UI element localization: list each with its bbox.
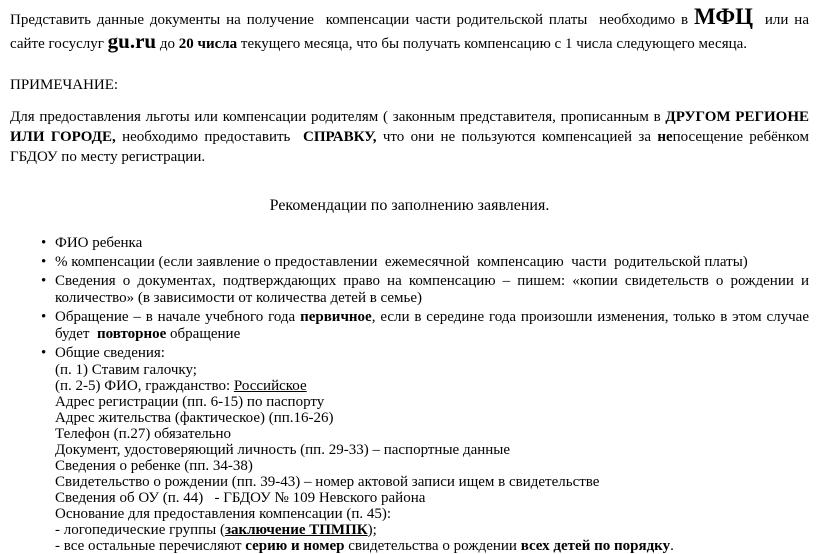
note-text-2: необходимо предоставить bbox=[115, 129, 304, 145]
bullet-text: ФИО ребенка bbox=[55, 235, 143, 251]
general-line-compensation-basis bbox=[55, 506, 809, 522]
general-info-label: Общие сведения: bbox=[55, 345, 165, 361]
note-heading bbox=[10, 77, 809, 94]
line-text: Сведения об ОУ (п. 44) - ГБДОУ № 109 Невского района bbox=[55, 490, 426, 506]
general-line-others-list bbox=[55, 538, 809, 554]
line-text: Адрес жительства (фактическое) (пп.16-26) bbox=[55, 410, 334, 426]
bullet-item-child-name bbox=[55, 235, 809, 252]
repeat-bold-text: повторное bbox=[96, 326, 167, 342]
general-line-birth-certificate bbox=[55, 474, 809, 490]
line-text: (п. 1) Ставим галочку; bbox=[55, 362, 197, 378]
bullet-text-3: обращение bbox=[166, 326, 241, 342]
bullet-text: % компенсации (если заявление о предоставлении ежемесячной компенсацию части родительской платы) bbox=[55, 254, 748, 270]
general-line-citizenship bbox=[55, 378, 809, 394]
line-text: - логопедические группы ( bbox=[55, 522, 225, 538]
note-heading-text: ПРИМЕЧАНИЕ: bbox=[10, 77, 119, 93]
note-text-3: что они не пользуются компенсацией за bbox=[376, 129, 658, 145]
intro-text-2: или на сайте госуслуг bbox=[10, 12, 813, 52]
line-text: Документ, удостоверяющий личность (пп. 29-33) – паспортные данные bbox=[55, 442, 511, 458]
recommendations-heading bbox=[10, 197, 809, 215]
line-text: - все остальные перечисляют bbox=[55, 538, 246, 554]
line-text: Сведения о ребенке (пп. 34-38) bbox=[55, 458, 253, 474]
recommendations-list bbox=[10, 235, 813, 554]
general-line-phone bbox=[55, 426, 809, 442]
line-text: Основание для предоставления компенсации (п. 45): bbox=[55, 506, 392, 522]
mfc-bold-text: МФЦ bbox=[693, 4, 754, 29]
tpmpk-bold-underline-text: заключение ТПМПК bbox=[224, 522, 368, 538]
bullet-text-2: , если в середине года произошли изменения, только в этом случае будет bbox=[55, 309, 813, 342]
intro-text-1: Представить данные документы на получение компенсации части родительской платы необходимо в bbox=[10, 12, 694, 28]
note-ne-bold-text: не bbox=[657, 129, 673, 145]
bullet-item-documents-info bbox=[55, 273, 813, 307]
note-region-bold-text: ДРУГОМ РЕГИОНЕ ИЛИ ГОРОДЕ, bbox=[10, 109, 817, 145]
gu-ru-bold-text: gu.ru bbox=[107, 29, 157, 53]
intro-paragraph bbox=[10, 4, 813, 55]
bullet-item-compensation-percent bbox=[55, 254, 809, 271]
bullet-text: Сведения о документах, подтверждающих право на компенсацию – пишем: «копии свидетельств о рождении и количество» (в зависимости от количества детей в семье) bbox=[55, 273, 813, 306]
line-text: Адрес регистрации (пп. 6-15) по паспорту bbox=[55, 394, 325, 410]
bullet-item-application-type bbox=[55, 309, 813, 343]
primary-bold-text: первичное bbox=[300, 309, 372, 325]
intro-date-bold-text: 20 числа bbox=[178, 36, 238, 52]
line-text: (п. 2-5) ФИО, гражданство: bbox=[55, 378, 234, 394]
bullet-item-general-info bbox=[55, 345, 809, 554]
intro-text-4: текущего месяца, что бы получать компенсацию с 1 числа следующего месяца. bbox=[237, 36, 748, 52]
general-line-institution-info bbox=[55, 490, 809, 506]
intro-text-3: до bbox=[156, 36, 179, 52]
general-line-identity-document bbox=[55, 442, 809, 458]
line-text-post: ); bbox=[367, 522, 377, 538]
note-text-1: Для предоставления льготы или компенсации родителям ( законным представителя, прописанным в bbox=[10, 109, 666, 125]
general-line-child-info bbox=[55, 458, 809, 474]
note-text-4: посещение ребёнком ГБДОУ по месту регистрации. bbox=[10, 129, 813, 165]
all-children-bold-text: всех детей по порядку bbox=[520, 538, 671, 554]
line-text-post: . bbox=[670, 538, 674, 554]
general-line-registration-address bbox=[55, 394, 809, 410]
citizenship-underline-text: Российское bbox=[233, 378, 307, 394]
series-number-bold-text: серию и номер bbox=[245, 538, 345, 554]
line-text: Свидетельство о рождении (пп. 39-43) – номер актовой записи ищем в свидетельстве bbox=[55, 474, 600, 490]
line-text-mid: свидетельства о рождении bbox=[344, 538, 521, 554]
general-line-checkbox bbox=[55, 362, 809, 378]
bullet-text-1: Обращение – в начале учебного года bbox=[55, 309, 301, 325]
general-line-speech-groups bbox=[55, 522, 809, 538]
recommendations-heading-text: Рекомендации по заполнению заявления. bbox=[269, 197, 550, 214]
note-paragraph bbox=[10, 107, 817, 167]
note-spravka-bold-text: СПРАВКУ, bbox=[303, 129, 377, 145]
general-line-residence-address bbox=[55, 410, 809, 426]
line-text: Телефон (п.27) обязательно bbox=[55, 426, 232, 442]
